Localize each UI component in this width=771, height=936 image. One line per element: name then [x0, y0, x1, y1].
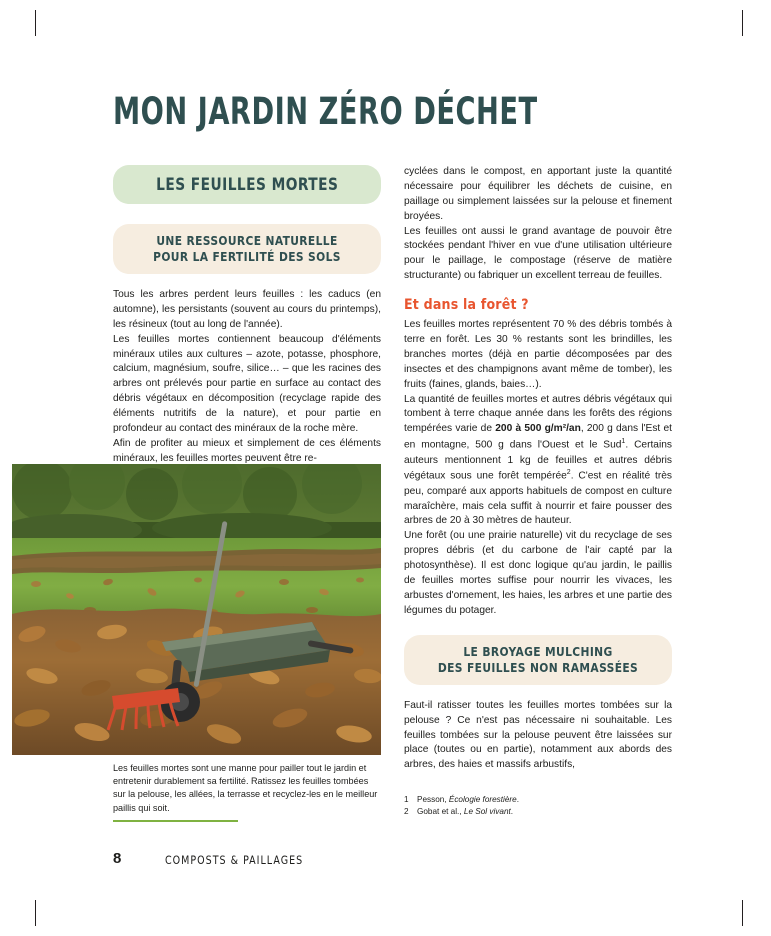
right-column-intro	[404, 165, 672, 284]
footnote-ref-2: 2	[566, 469, 571, 477]
left-column	[113, 165, 381, 467]
photo-illustration	[12, 464, 381, 755]
paragraph: Les feuilles mortes contiennent beaucoup d'éléments minéraux utiles aux cultures – azote, potasse, phosphore, calcium, magnésium, soufre, silice… – que les racines des arbres ont prélevés pour partie en surface au contact des débris végétaux en décomposition (recyclage rapide des éléments nutritifs de la nature), et pour partie en profondeur au contact des minéraux de la roche mère.	[113, 333, 381, 435]
crop-mark	[742, 900, 743, 926]
paragraph: La quantité de feuilles mortes et autres débris végétaux qui tombent à terre chaque année dans les forêts des régions tempérées varie de 200 à 500 g/m²/an, 200 g dans l'Est et en montagne, 500 g dans l'Ouest et le Sud$^1$. Certains auteurs mentionnent 1 kg de feuilles et autres débris végétaux sous une forêt tempérée$^2$. C'est en réalité très peu, comparé aux apports habituels de compost en culture maraîchère, mais cela suffit à nourrir et faire pousser des arbres de 20 à 30 mètres de hauteur.	[404, 393, 672, 527]
paragraph: Une forêt (ou une prairie naturelle) vit du recyclage de ses propres débris (et du carbone de l'air capté par la photosynthèse). Il est donc logique qu'au jardin, le paillis de feuilles mortes suffise pour nourrir les vivaces, les arbustes d'ornement, les haies, les arbres et une partie des légumes du potager.	[404, 530, 672, 616]
subhead-forest: Et dans la forêt ?	[404, 297, 529, 314]
left-column-body	[113, 288, 381, 467]
paragraph: Tous les arbres perdent leurs feuilles : les caducs (en automne), les persistants (souvent au cours du printemps), les résineux (tout au long de l'année).	[113, 289, 381, 330]
footnote-text	[417, 806, 513, 818]
footnotes	[404, 794, 672, 819]
footnote-work: Écologie forestière	[448, 795, 517, 804]
section-banner	[113, 165, 381, 204]
mulching-body	[404, 699, 672, 773]
running-head: COMPOSTS & PAILLAGES	[165, 853, 304, 867]
section-banner-label: LES FEUILLES MORTES	[155, 175, 339, 195]
subsection-banner	[113, 224, 381, 274]
footnote-number: 1	[404, 795, 409, 804]
footnote-item	[404, 806, 672, 818]
footnote-number: 2	[404, 807, 409, 817]
paragraph: Faut-il ratisser toutes les feuilles mortes tombées sur la pelouse ? Ce n'est pas nécessaire ni souhaitable. Les feuilles tombées sur la pelouse peuvent être laissées sur place (toutes ou en partie), notamment aux abords des arbres, des haies et massifs arbustifs,	[404, 699, 672, 771]
footnote-ref-1: 1	[621, 438, 626, 446]
footnote-item	[404, 794, 672, 806]
right-column-forest	[404, 318, 672, 619]
quantity-range: 200 à 500 g/m²/an	[495, 423, 581, 435]
photo-autumn-leaves-rake-wheelbarrow	[12, 464, 381, 755]
subsection-banner-line-1: UNE RESSOURCE NATURELLE	[156, 233, 338, 248]
footnote-author: Pesson,	[417, 795, 447, 804]
footnote-author: Gobat et al.,	[417, 807, 462, 817]
right-column	[404, 165, 672, 773]
footnote-work: Le Sol vivant	[463, 807, 511, 817]
mulching-banner	[404, 635, 672, 685]
paragraph: cyclées dans le compost, en apportant juste la quantité nécessaire pour équilibrer les déchets de cuisine, en paillage ou simplement laissées sur la pelouse et finement broyées.	[404, 166, 672, 222]
paragraph: Les feuilles mortes représentent 70 % des débris tombés à terre en forêt. Les 30 % restants sont les brindilles, les branches mortes (déjà en partie décomposées par des insectes et des champignons avant même de tomber), les fruits (faines, glands, baies…).	[404, 319, 672, 390]
photo-caption: Les feuilles mortes sont une manne pour pailler tout le jardin et entretenir durablement sa fertilité. Ratissez les feuilles tombées sur la pelouse, les allées, la terrasse et recyclez-les en le meilleur paillis qui soit.	[113, 763, 378, 813]
mulching-banner-line-1: LE BROYAGE MULCHING	[463, 643, 613, 659]
paragraph: Les feuilles ont aussi le grand avantage de pouvoir être stockées pendant l'hiver en vue d'une utilisation ultérieure pour le paillage, le compostage (réserve de matière structurante) ou fabriquer un excellent terreau de feuilles.	[404, 225, 672, 282]
footnote-tail: .	[510, 807, 514, 817]
crop-mark	[35, 10, 36, 36]
page-title: MON JARDIN ZÉRO DÉCHET	[113, 90, 538, 133]
crop-mark	[35, 900, 36, 926]
footnote-text	[417, 794, 519, 806]
caption-rule	[113, 820, 238, 822]
mulching-banner-line-2: DES FEUILLES NON RAMASSÉES	[437, 659, 639, 675]
paragraph: Afin de profiter au mieux et simplement de ces éléments minéraux, les feuilles mortes peuvent être re-	[113, 437, 381, 464]
footnote-tail: .	[516, 795, 519, 804]
subsection-banner-line-2: POUR LA FERTILITÉ DES SOLS	[153, 249, 341, 264]
crop-mark	[742, 10, 743, 36]
page-number: 8	[113, 850, 122, 867]
